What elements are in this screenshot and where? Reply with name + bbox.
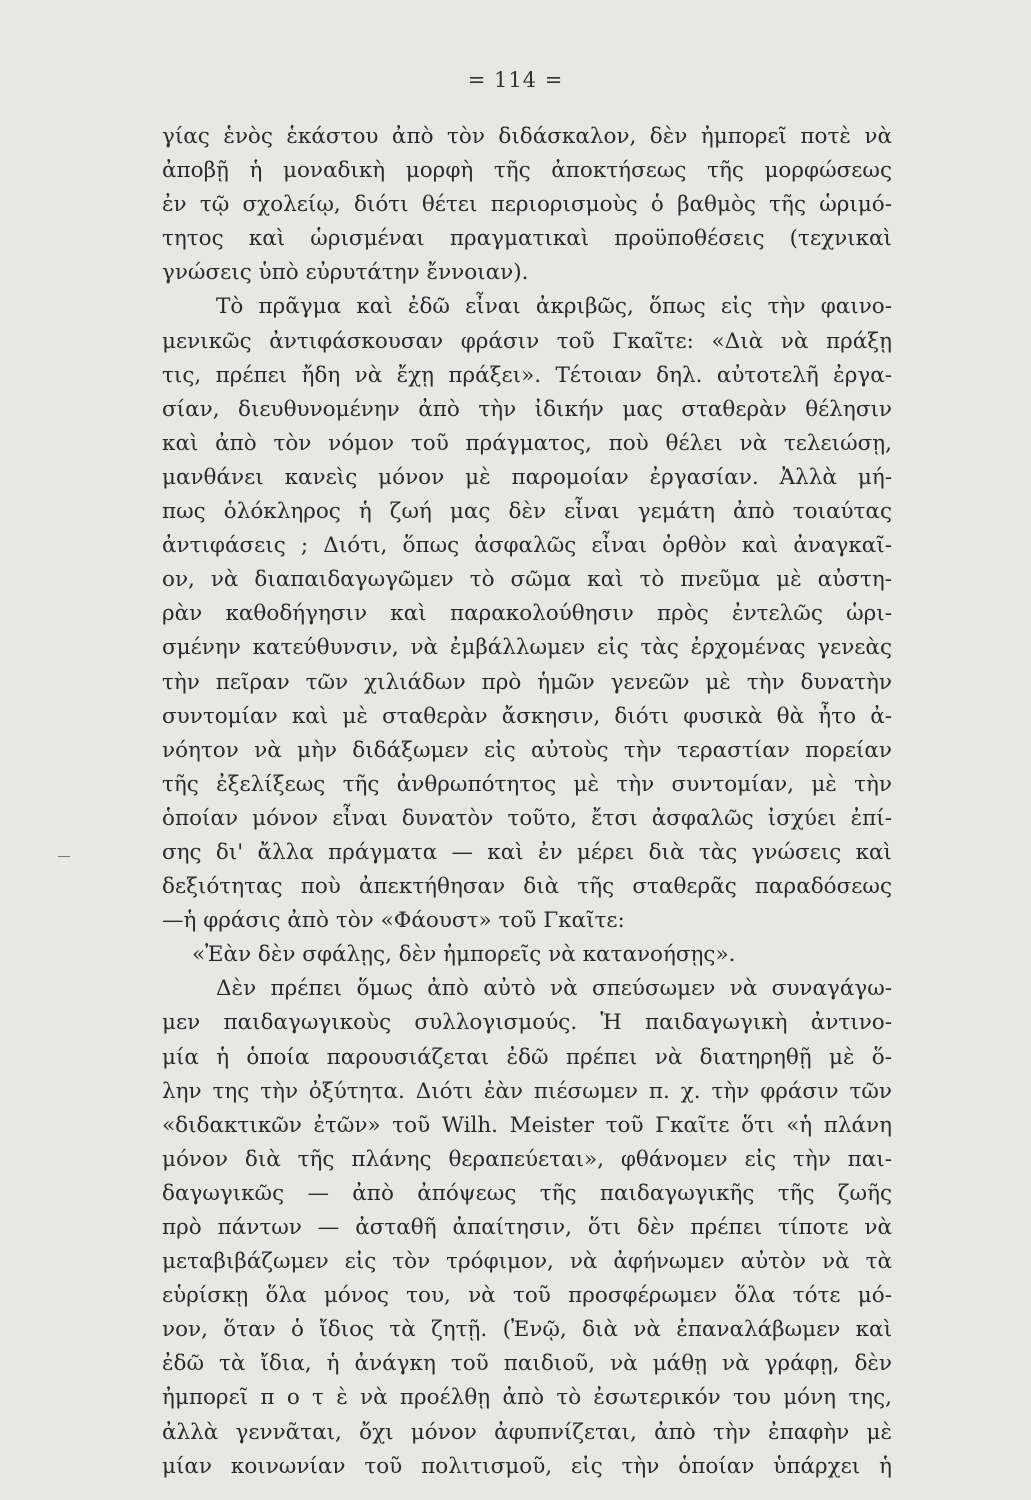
paragraph-start-line: Δὲν πρέπει ὅμως ἀπὸ αὐτὸ νὰ σπεύσωμεν νὰ συναγάγω-	[216, 976, 892, 1002]
text-line: δαγωγικῶς — ἀπὸ ἀπόψεως τῆς παιδαγωγικῆς τῆς ζωῆς	[162, 1180, 892, 1206]
text-line: τῆς ἐξελίξεως τῆς ἀνθρωπότητος μὲ τὴν συντομίαν, μὲ τὴν	[162, 771, 892, 797]
margin-mark	[58, 856, 70, 857]
text-line: πως ὁλόκληρος ἡ ζωή μας δὲν εἶναι γεμάτη ἀπὸ τοιαύτας	[162, 499, 892, 525]
text-line: λην της τὴν ὀξύτητα. Διότι ἐὰν πιέσωμεν π. χ. τὴν φράσιν τῶν	[162, 1078, 892, 1104]
quotation-line: «Ἐὰν δὲν σφάλῃς, δὲν ἠμπορεῖς νὰ κατανοήσῃς».	[192, 942, 736, 968]
text-line: γίας ἑνὸς ἑκάστου ἀπὸ τὸν διδάσκαλον, δὲν ἠμπορεῖ ποτὲ νὰ	[162, 124, 892, 149]
text-line: τὴν πεῖραν τῶν χιλιάδων πρὸ ἡμῶν γενεῶν μὲ τὴν δυνατὴν	[162, 669, 892, 695]
text-line: γνώσεις ὑπὸ εὐρυτάτην ἔννοιαν).	[162, 260, 529, 286]
text-line: μεν παιδαγωγικοὺς συλλογισμούς. Ἡ παιδαγωγικὴ ἀντινο-	[162, 1010, 892, 1036]
text-line: ον, νὰ διαπαιδαγωγῶμεν τὸ σῶμα καὶ τὸ πνεῦμα μὲ αὐστη-	[162, 567, 892, 593]
text-line: τις, πρέπει ἤδη νὰ ἔχῃ πράξει». Τέτοιαν δηλ. αὐτοτελῆ ἐργα-	[162, 362, 892, 388]
text-line: μίαν κοινωνίαν τοῦ πολιτισμοῦ, εἰς τὴν ὁποίαν ὑπάρχει ἡ	[162, 1453, 892, 1479]
text-line: ὁποίαν μόνον εἶναι δυνατὸν τοῦτο, ἔτσι ἀσφαλῶς ἰσχύει ἐπί-	[162, 805, 892, 831]
text-line: ἐδῶ τὰ ἴδια, ἡ ἀνάγκη τοῦ παιδιοῦ, νὰ μάθῃ νὰ γράφῃ, δὲν	[162, 1351, 892, 1377]
text-line: μεταβιβάζωμεν εἰς τὸν τρόφιμον, νὰ ἀφήνωμεν αὐτὸν νὰ τὰ	[162, 1249, 892, 1275]
text-line: δεξιότητας ποὺ ἀπεκτήθησαν διὰ τῆς σταθερᾶς παραδόσεως	[162, 874, 892, 900]
text-line: ἀποβῇ ἡ μοναδικὴ μορφὴ τῆς ἀποκτήσεως τῆς μορφώσεως	[162, 158, 892, 184]
text-line: «διδακτικῶν ἐτῶν» τοῦ Wilh. Meister τοῦ Γκαῖτε ὅτι «ἡ πλάνη	[162, 1112, 892, 1138]
text-line: νόητον νὰ μὴν διδάξωμεν εἰς αὐτοὺς τὴν τεραστίαν πορείαν	[162, 737, 892, 763]
text-line: μενικῶς ἀντιφάσκουσαν φράσιν τοῦ Γκαῖτε: «Διὰ νὰ πράξῃ	[162, 328, 892, 354]
text-line: ἀλλὰ γεννᾶται, ὄχι μόνον ἀφυπνίζεται, ἀπὸ τὴν ἐπαφὴν μὲ	[162, 1419, 892, 1445]
text-line: μανθάνει κανεὶς μόνον μὲ παρομοίαν ἐργασίαν. Ἀλλὰ μή-	[162, 464, 892, 490]
body-text	[162, 120, 892, 1484]
text-line: ἀντιφάσεις ; Διότι, ὅπως ἀσφαλῶς εἶναι ὀρθὸν καὶ ἀναγκαῖ-	[162, 533, 892, 559]
text-line: σίαν, διευθυνομένην ἀπὸ τὴν ἰδικήν μας σταθερὰν θέλησιν	[162, 396, 892, 422]
text-line: καὶ ἀπὸ τὸν νόμον τοῦ πράγματος, ποὺ θέλει νὰ τελειώσῃ,	[162, 430, 892, 456]
text-line: νον, ὅταν ὁ ἴδιος τὰ ζητῇ. (Ἐνῷ, διὰ νὰ ἐπαναλάβωμεν καὶ	[162, 1317, 892, 1343]
text-line: —ἡ φράσις ἀπὸ τὸν «Φάουστ» τοῦ Γκαῖτε:	[162, 908, 625, 934]
page-number: = 114 =	[467, 68, 564, 92]
text-line: ρὰν καθοδήγησιν καὶ παρακολούθησιν πρὸς ἐντελῶς ὡρι-	[162, 601, 892, 627]
text-line: μία ἡ ὁποία παρουσιάζεται ἐδῶ πρέπει νὰ διατηρηθῇ μὲ ὅ-	[162, 1044, 892, 1070]
text-line: σμένην κατεύθυνσιν, νὰ ἐμβάλλωμεν εἰς τὰς ἐρχομένας γενεὰς	[162, 635, 892, 661]
text-line: τητος καὶ ὡρισμέναι πραγματικαὶ προϋποθέσεις (τεχνικαὶ	[162, 226, 892, 252]
paragraph-start-line: Τὸ πρᾶγμα καὶ ἐδῶ εἶναι ἀκριβῶς, ὅπως εἰς τὴν φαινο-	[216, 294, 892, 320]
text-line: πρὸ πάντων — ἀσταθῆ ἀπαίτησιν, ὅτι δὲν πρέπει τίποτε νὰ	[162, 1215, 892, 1240]
text-line: σης δι' ἄλλα πράγματα — καὶ ἐν μέρει διὰ τὰς γνώσεις καὶ	[162, 839, 892, 865]
text-line: μόνον διὰ τῆς πλάνης θεραπεύεται», φθάνομεν εἰς τὴν παι-	[162, 1146, 892, 1172]
text-line: ἐν τῷ σχολείῳ, διότι θέτει περιορισμοὺς ὁ βαθμὸς τῆς ὡριμό-	[162, 192, 892, 218]
text-line: συντομίαν καὶ μὲ σταθερὰν ἄσκησιν, διότι φυσικὰ θὰ ἦτο ἀ-	[162, 703, 892, 729]
text-line: εὑρίσκῃ ὅλα μόνος του, νὰ τοῦ προσφέρωμεν ὅλα τότε μό-	[162, 1283, 892, 1309]
text-line: ἠμπορεῖ π ο τ ὲ νὰ προέλθῃ ἀπὸ τὸ ἐσωτερικόν του μόνη της,	[162, 1385, 892, 1411]
